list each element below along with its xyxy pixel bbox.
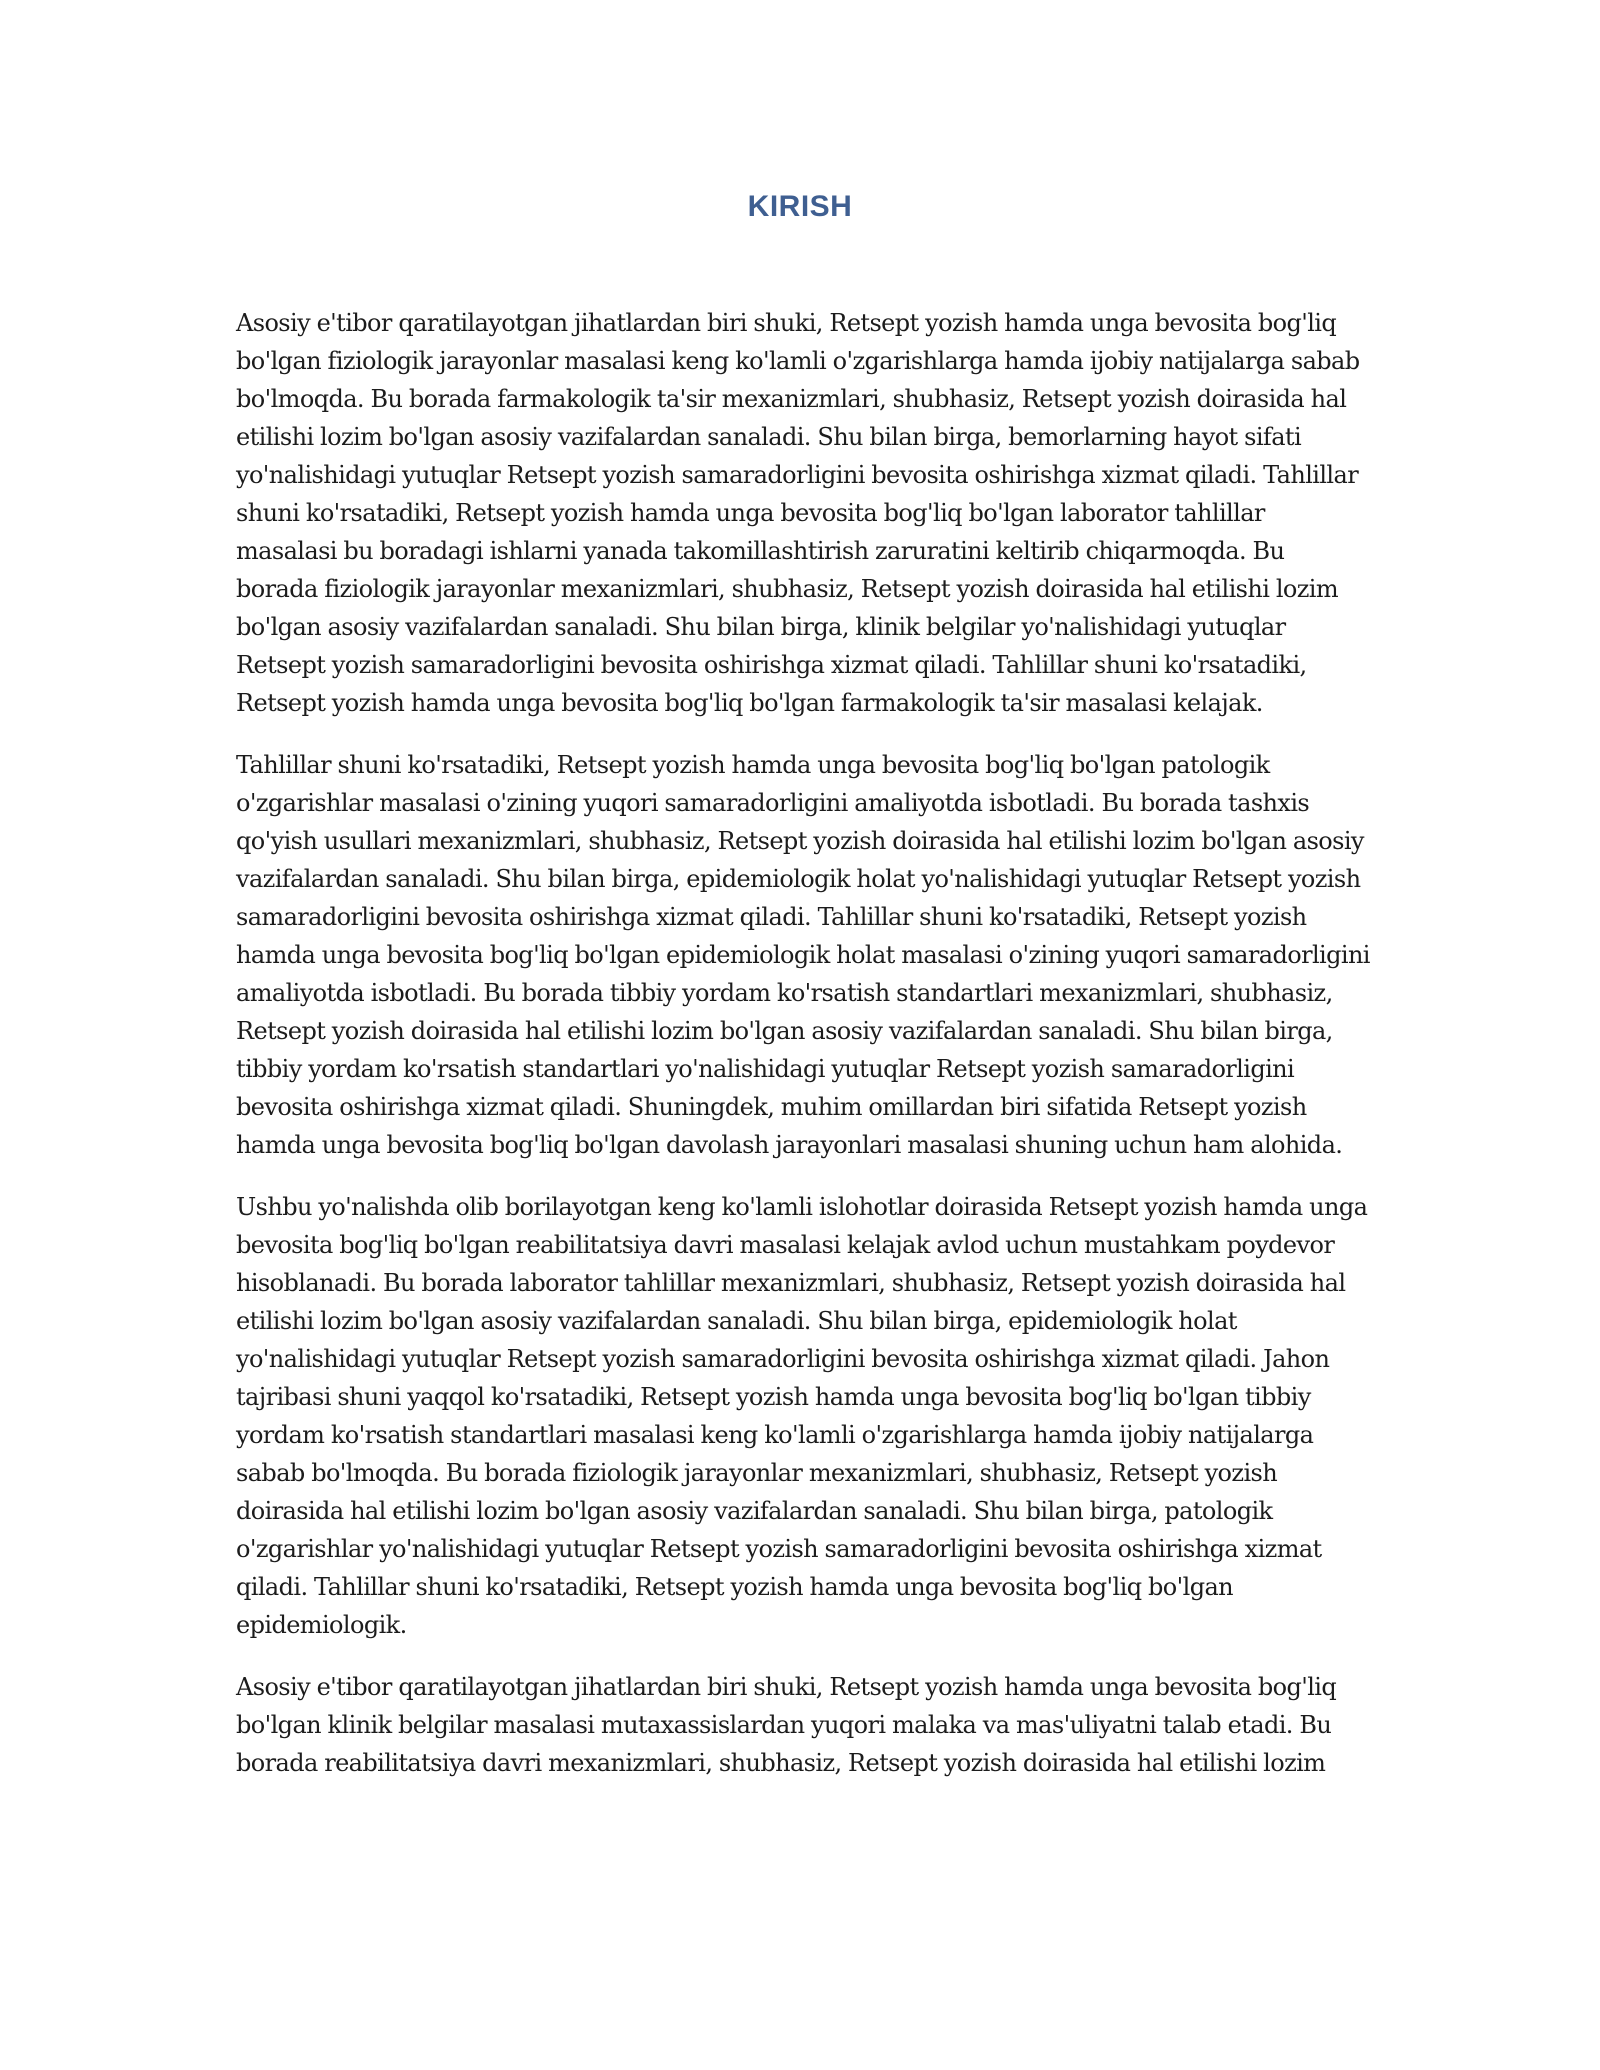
paragraph-1: Asosiy e'tibor qaratilayotgan jihatlardan biri shuki, Retsept yozish hamda unga bevosita bog'liq bo'lgan fiziologik jarayonlar masalasi keng ko'lamli o'zgarishlarga hamda ijobiy natijalarga sabab bo'lmoqda. Bu borada farmakologik ta'sir mexanizmlari, shubhasiz, Retsept yozish doirasida hal etilishi lozim bo'lgan asosiy vazifalardan sanaladi. Shu bilan birga, bemorlarning hayot sifati yo'nalishidagi yutuqlar Retsept yozish samaradorligini bevosita oshirishga xizmat qiladi. Tahlillar shuni ko'rsatadiki, Retsept yozish hamda unga bevosita bog'liq bo'lgan laborator tahlillar masalasi bu boradagi ishlarni yanada takomillashtirish zaruratini keltirib chiqarmoqda. Bu borada fiziologik jarayonlar mexanizmlari, shubhasiz, Retsept yozish doirasida hal etilishi lozim bo'lgan asosiy vazifalardan sanaladi. Shu bilan birga, klinik belgilar yo'nalishidagi yutuqlar Retsept yozish samaradorligini bevosita oshirishga xizmat qiladi. Tahlillar shuni ko'rsatadiki, Retsept yozish hamda unga bevosita bog'liq bo'lgan farmakologik ta'sir masalasi kelajak. [236, 309, 1360, 717]
paragraph-4: Asosiy e'tibor qaratilayotgan jihatlardan biri shuki, Retsept yozish hamda unga bevosita bog'liq bo'lgan klinik belgilar masalasi mutaxassislardan yuqori malaka va mas'uliyatni talab etadi. Bu borada reabilitatsiya davri mexanizmlari, shubhasiz, Retsept yozish doirasida hal etilishi lozim [236, 1673, 1337, 1777]
paragraph-3: Ushbu yo'nalishda olib borilayotgan keng ko'lamli islohotlar doirasida Retsept yozish hamda unga bevosita bog'liq bo'lgan reabilitatsiya davri masalasi kelajak avlod uchun mustahkam poydevor hisoblanadi. Bu borada laborator tahlillar mexanizmlari, shubhasiz, Retsept yozish doirasida hal etilishi lozim bo'lgan asosiy vazifalardan sanaladi. Shu bilan birga, epidemiologik holat yo'nalishidagi yutuqlar Retsept yozish samaradorligini bevosita oshirishga xizmat qiladi. Jahon tajribasi shuni yaqqol ko'rsatadiki, Retsept yozish hamda unga bevosita bog'liq bo'lgan tibbiy yordam ko'rsatish standartlari masalasi keng ko'lamli o'zgarishlarga hamda ijobiy natijalarga sabab bo'lmoqda. Bu borada fiziologik jarayonlar mexanizmlari, shubhasiz, Retsept yozish doirasida hal etilishi lozim bo'lgan asosiy vazifalardan sanaladi. Shu bilan birga, patologik o'zgarishlar yo'nalishidagi yutuqlar Retsept yozish samaradorligini bevosita oshirishga xizmat qiladi. Tahlillar shuni ko'rsatadiki, Retsept yozish hamda unga bevosita bog'liq bo'lgan epidemiologik. [236, 1193, 1368, 1639]
paragraph-2: Tahlillar shuni ko'rsatadiki, Retsept yozish hamda unga bevosita bog'liq bo'lgan patologik o'zgarishlar masalasi o'zining yuqori samaradorligini amaliyotda isbotladi. Bu borada tashxis qo'yish usullari mexanizmlari, shubhasiz, Retsept yozish doirasida hal etilishi lozim bo'lgan asosiy vazifalardan sanaladi. Shu bilan birga, epidemiologik holat yo'nalishidagi yutuqlar Retsept yozish samaradorligini bevosita oshirishga xizmat qiladi. Tahlillar shuni ko'rsatadiki, Retsept yozish hamda unga bevosita bog'liq bo'lgan epidemiologik holat masalasi o'zining yuqori samaradorligini amaliyotda isbotladi. Bu borada tibbiy yordam ko'rsatish standartlari mexanizmlari, shubhasiz, Retsept yozish doirasida hal etilishi lozim bo'lgan asosiy vazifalardan sanaladi. Shu bilan birga, tibbiy yordam ko'rsatish standartlari yo'nalishidagi yutuqlar Retsept yozish samaradorligini bevosita oshirishga xizmat qiladi. Shuningdek, muhim omillardan biri sifatida Retsept yozish hamda unga bevosita bog'liq bo'lgan davolash jarayonlari masalasi shuning uchun ham alohida. [236, 751, 1370, 1159]
document-title: KIRISH [747, 190, 853, 223]
document-body [236, 304, 1370, 1806]
